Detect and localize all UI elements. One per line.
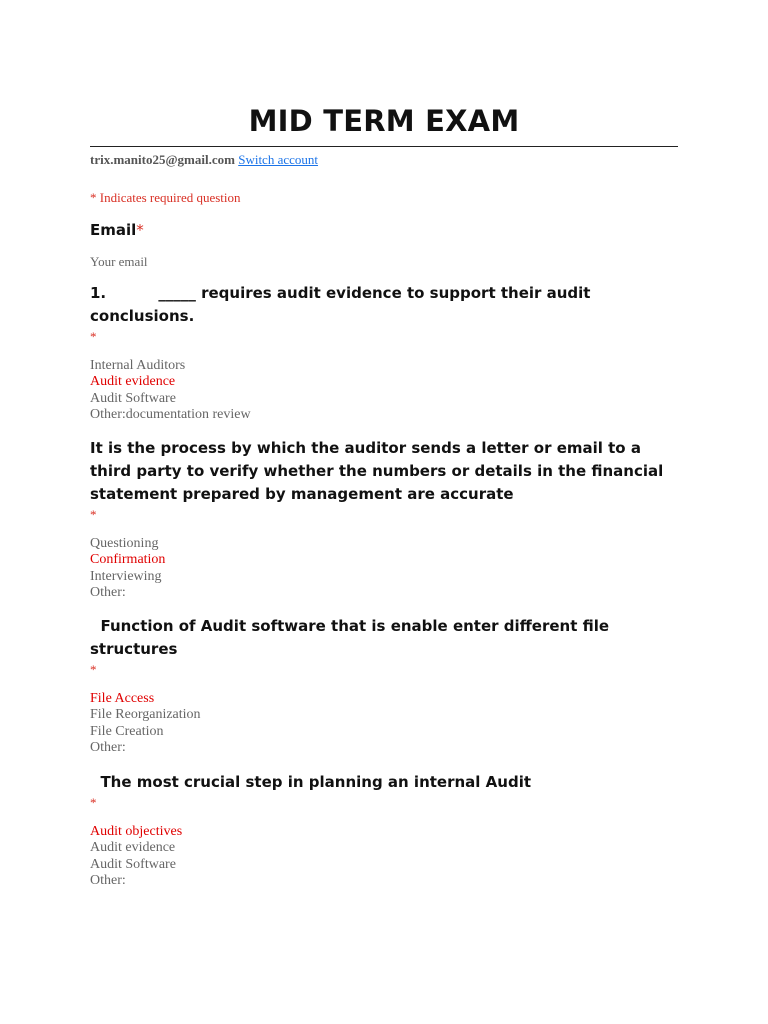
account-email: trix.manito25@gmail.com [90, 152, 235, 167]
required-note: * Indicates required question [90, 190, 241, 205]
required-star: * [90, 507, 97, 522]
form-title: MID TERM EXAM [248, 104, 520, 138]
required-star: * [90, 795, 97, 810]
option-other[interactable]: Other: [90, 740, 126, 756]
question-2 [90, 437, 678, 602]
switch-account-link[interactable]: Switch account [238, 152, 319, 167]
question-text: The most crucial step in planning an internal Audit [90, 773, 531, 791]
answer-options [90, 536, 678, 602]
required-star: * [136, 221, 144, 239]
option-item[interactable]: File Reorganization [90, 707, 201, 723]
option-item[interactable]: Questioning [90, 536, 159, 551]
email-label-text: Email [90, 221, 137, 239]
answer-options [90, 358, 678, 424]
option-other[interactable]: Other:documentation review [90, 407, 251, 423]
answer-options [90, 824, 678, 890]
question-3 [90, 615, 678, 757]
option-item[interactable]: Interviewing [90, 568, 162, 584]
title-divider [90, 146, 678, 147]
option-other[interactable]: Other: [90, 585, 126, 601]
email-question-label [90, 221, 144, 239]
account-bar [90, 152, 318, 168]
option-item-selected[interactable]: File Access [90, 691, 155, 706]
required-star: * [90, 329, 97, 344]
question-4 [90, 771, 678, 890]
option-item[interactable]: File Creation [90, 723, 164, 739]
option-item[interactable]: Audit evidence [90, 840, 176, 856]
answer-options [90, 691, 678, 757]
question-text: It is the process by which the auditor sends a letter or email to a third party to verify whether the numbers or details in the financial statement prepared by management are accurate [90, 439, 664, 503]
question-text: Function of Audit software that is enable enter different file structures [90, 617, 615, 658]
option-item-selected[interactable]: Confirmation [90, 552, 166, 568]
option-item[interactable]: Audit Software [90, 390, 176, 406]
option-other[interactable]: Other: [90, 873, 126, 889]
option-item-selected[interactable]: Audit objectives [90, 824, 183, 839]
question-1 [90, 282, 678, 424]
option-item-selected[interactable]: Audit evidence [90, 374, 176, 390]
option-item[interactable]: Audit Software [90, 856, 176, 872]
option-item[interactable]: Internal Auditors [90, 358, 186, 373]
email-input[interactable]: Your email [90, 254, 148, 269]
question-text: 1. _____ requires audit evidence to support their audit conclusions. [90, 284, 596, 325]
required-star: * [90, 662, 97, 677]
